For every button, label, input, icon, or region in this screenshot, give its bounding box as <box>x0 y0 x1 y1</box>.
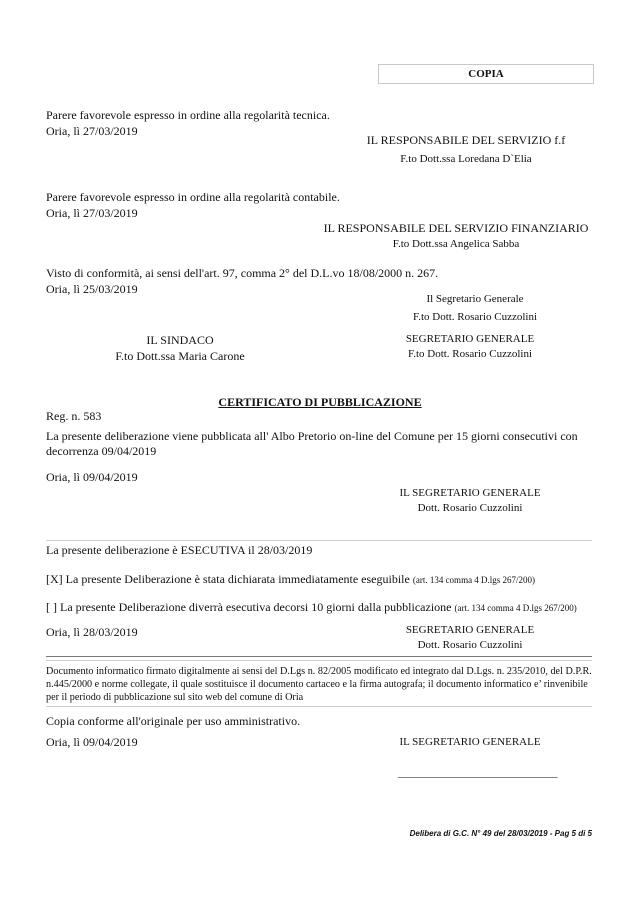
opzione-differita-text: [ ] La presente Deliberazione diverrà esecutiva decorsi 10 giorni dalla pubblicazione <box>46 600 452 614</box>
responsabile-servizio-role: IL RESPONSABILE DEL SERVIZIO f.f <box>366 133 566 147</box>
copia-conforme-text: Copia conforme all'originale per uso amministrativo. <box>46 714 301 728</box>
certificato-role: IL SEGRETARIO GENERALE <box>399 487 541 499</box>
sindaco-name: F.to Dott.ssa Maria Carone <box>115 349 245 363</box>
divider <box>46 540 592 541</box>
opzione-immediata-text: [X] La presente Deliberazione è stata dichiarata immediatamente eseguibile <box>46 572 410 586</box>
certificato-text: La presente deliberazione viene pubblicata all' Albo Pretorio on-line del Comune per 15 giorni consecutivi con decorrenza 09/04/2019 <box>46 429 578 458</box>
segretario-generale-name: F.to Dott. Rosario Cuzzolini <box>412 311 538 323</box>
visto-conformita: Visto di conformità, ai sensi dell'art. 97, comma 2° del D.L.vo 18/08/2000 n. 267. <box>46 266 439 280</box>
divider <box>46 706 592 707</box>
esecutiva-date: Oria, lì 28/03/2019 <box>46 625 138 639</box>
responsabile-servizio-name: F.to Dott.ssa Loredana D`Elia <box>400 153 532 165</box>
visto-conformita-date: Oria, lì 25/03/2019 <box>46 282 138 296</box>
copia-label: COPIA <box>378 64 594 84</box>
esecutiva-role: SEGRETARIO GENERALE <box>405 624 535 636</box>
responsabile-finanziario-name: F.to Dott.ssa Angelica Sabba <box>392 238 520 250</box>
certificato-name: Dott. Rosario Cuzzolini <box>417 502 523 514</box>
opzione-differita-ref: (art. 134 comma 4 D.lgs 267/200) <box>454 603 577 613</box>
certificato-date: Oria, lì 09/04/2019 <box>46 470 138 484</box>
opzione-immediata-ref: (art. 134 comma 4 D.lgs 267/200) <box>412 575 536 585</box>
page-footer: Delibera di G.C. N° 49 del 28/03/2019 - Pag 5 di 5 <box>409 829 592 838</box>
parere-tecnico-date: Oria, lì 27/03/2019 <box>46 124 138 138</box>
responsabile-finanziario-role: IL RESPONSABILE DEL SERVIZIO FINANZIARIO <box>323 221 589 235</box>
segretario-generale-role: Il Segretario Generale <box>426 293 524 305</box>
divider <box>46 660 592 661</box>
esecutiva-name: Dott. Rosario Cuzzolini <box>417 639 523 651</box>
certificato-title: CERTIFICATO DI PUBBLICAZIONE <box>218 395 422 409</box>
nota-firma-digitale: Documento informatico firmato digitalmente ai sensi del D.Lgs n. 82/2005 modificato ed integrato dal D.Lgs. n. 235/2010, del D.P.R. n.445/2000 e norme collegate, il quale sostituisce il documento cartaceo e la firma autografa; il documento informatico e’ rinvenibile per il periodo di pubblicazione sul sito web del comune di Oria <box>46 666 592 703</box>
opzione-differita <box>46 600 577 615</box>
opzione-immediata <box>46 572 535 587</box>
segretario-role: SEGRETARIO GENERALE <box>405 333 535 345</box>
parere-contabile: Parere favorevole espresso in ordine alla regolarità contabile. <box>46 190 340 204</box>
esecutiva-line: La presente deliberazione è ESECUTIVA il 28/03/2019 <box>46 543 313 557</box>
parere-contabile-date: Oria, lì 27/03/2019 <box>46 206 138 220</box>
sindaco-role: IL SINDACO <box>146 333 214 347</box>
reg-number: Reg. n. 583 <box>46 409 102 423</box>
divider <box>46 656 592 657</box>
copia-conforme-date: Oria, lì 09/04/2019 <box>46 735 138 749</box>
parere-tecnico: Parere favorevole espresso in ordine alla regolarità tecnica. <box>46 108 330 122</box>
segretario-name: F.to Dott. Rosario Cuzzolini <box>407 348 533 360</box>
signature-line: _____________________________ <box>398 767 558 779</box>
copia-conforme-role: IL SEGRETARIO GENERALE <box>399 736 541 748</box>
